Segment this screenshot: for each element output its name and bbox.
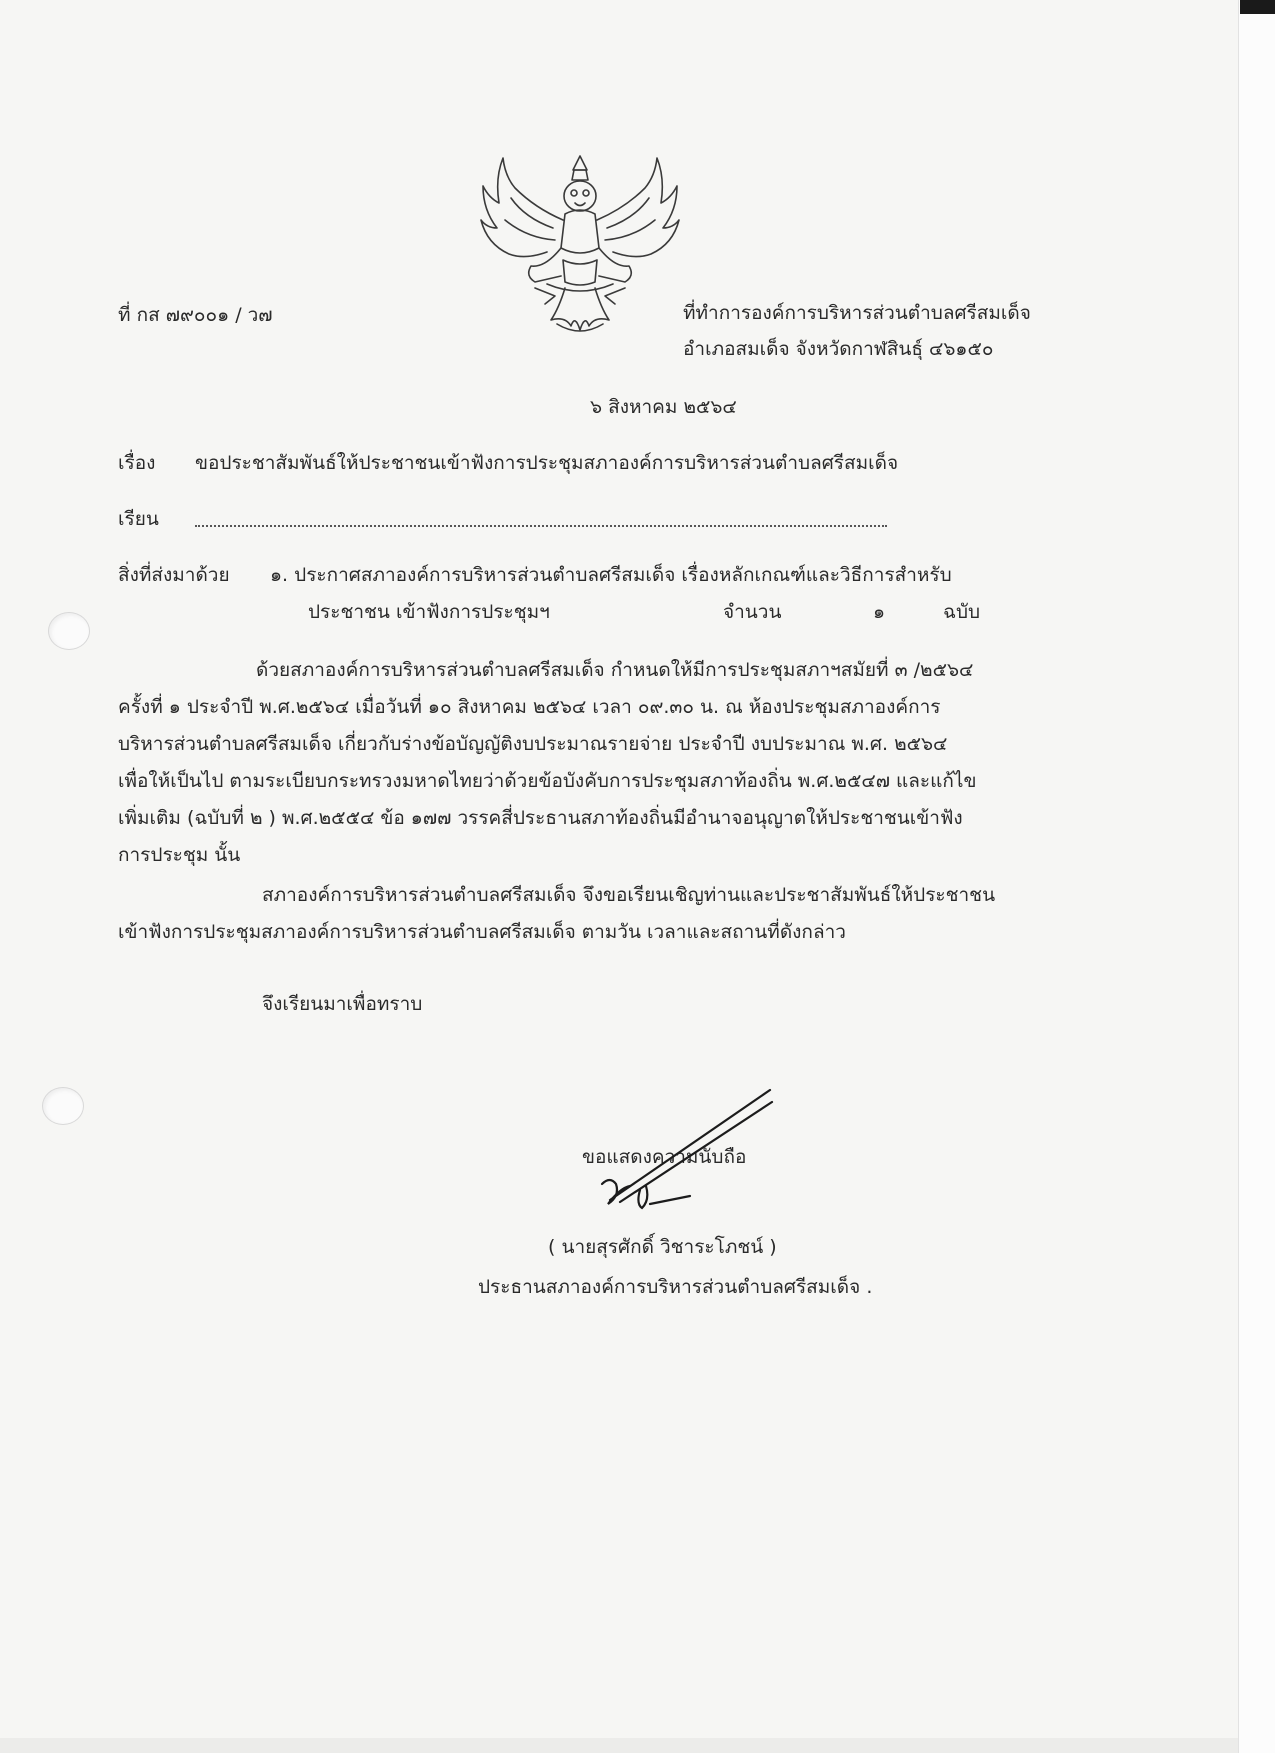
letter-date: ๖ สิงหาคม ๒๕๖๔: [590, 396, 737, 418]
office-address-line2: อำเภอสมเด็จ จังหวัดกาฬสินธุ์ ๔๖๑๕๐: [683, 338, 994, 360]
punch-hole-bottom: [42, 1087, 84, 1125]
punch-hole-top: [48, 612, 90, 650]
reference-number: ที่ กส ๗๙๐๐๑ / ว๗: [118, 304, 273, 326]
enclosure-qty-label: จำนวน: [723, 601, 782, 623]
signatory-name: ( นายสุรศักดิ์ วิชาระโภชน์ ): [548, 1236, 777, 1258]
scan-corner-mark: [1240, 0, 1275, 14]
office-address-line1: ที่ทำการองค์การบริหารส่วนตำบลศรีสมเด็จ: [683, 302, 1031, 324]
body-line: สภาองค์การบริหารส่วนตำบลศรีสมเด็จ จึงขอเรียนเชิญท่านและประชาสัมพันธ์ให้ประชาชน: [262, 884, 996, 906]
enclosure-item-line2: ประชาชน เข้าฟังการประชุมฯ: [308, 601, 550, 623]
scan-bottom-edge: [0, 1738, 1238, 1753]
signatory-position: ประธานสภาองค์การบริหารส่วนตำบลศรีสมเด็จ .: [478, 1276, 873, 1298]
body-line: ด้วยสภาองค์การบริหารส่วนตำบลศรีสมเด็จ กำหนดให้มีการประชุมสภาฯสมัยที่ ๓ /๒๕๖๔: [256, 659, 974, 681]
enclosure-label: สิ่งที่ส่งมาด้วย: [118, 564, 230, 586]
signature-closing: ขอแสดงความนับถือ: [582, 1146, 747, 1168]
body-line: ครั้งที่ ๑ ประจำปี พ.ศ.๒๕๖๔ เมื่อวันที่ ๑๐ สิงหาคม ๒๕๖๔ เวลา ๐๙.๓๐ น. ณ ห้องประชุมสภาองค์การ: [118, 696, 941, 718]
enclosure-qty-value: ๑: [873, 601, 886, 623]
subject-label: เรื่อง: [118, 452, 156, 474]
closing-request: จึงเรียนมาเพื่อทราบ: [262, 993, 423, 1015]
body-line: เพื่อให้เป็นไป ตามระเบียบกระทรวงมหาดไทยว่าด้วยข้อบังคับการประชุมสภาท้องถิ่น พ.ศ.๒๕๔๗ และแก้ไข: [118, 770, 977, 792]
body-line: การประชุม นั้น: [118, 844, 241, 866]
body-line: บริหารส่วนตำบลศรีสมเด็จ เกี่ยวกับร่างข้อบัญญัติงบประมาณรายจ่าย ประจำปี งบประมาณ พ.ศ. ๒๕๖๔: [118, 733, 948, 755]
scan-edge: [1238, 0, 1275, 1753]
subject-text: ขอประชาสัมพันธ์ให้ประชาชนเข้าฟังการประชุมสภาองค์การบริหารส่วนตำบลศรีสมเด็จ: [195, 452, 899, 474]
recipient-blank-line: [195, 515, 887, 527]
recipient-label: เรียน: [118, 508, 159, 530]
enclosure-item-line1: ๑. ประกาศสภาองค์การบริหารส่วนตำบลศรีสมเด็จ เรื่องหลักเกณฑ์และวิธีการสำหรับ: [270, 564, 952, 586]
enclosure-qty-unit: ฉบับ: [943, 601, 981, 623]
body-line: เพิ่มเติม (ฉบับที่ ๒ ) พ.ศ.๒๕๕๔ ข้อ ๑๗๗ วรรคสี่ประธานสภาท้องถิ่นมีอำนาจอนุญาตให้ประชาชนเข้าฟัง: [118, 807, 963, 829]
handwritten-signature: [580, 1080, 780, 1230]
body-line: เข้าฟังการประชุมสภาองค์การบริหารส่วนตำบลศรีสมเด็จ ตามวัน เวลาและสถานที่ดังกล่าว: [118, 921, 846, 943]
garuda-emblem: [475, 148, 685, 340]
